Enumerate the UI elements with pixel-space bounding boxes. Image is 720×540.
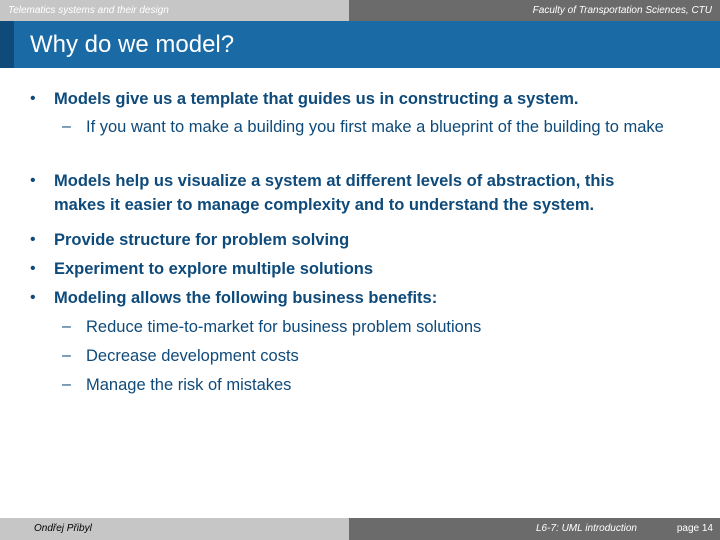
- slide-title: Why do we model?: [30, 31, 235, 58]
- faculty-name: Faculty of Transportation Sciences, CTU: [349, 0, 720, 21]
- bullet-text: Provide structure for problem solving: [54, 231, 350, 249]
- bullet-icon: •: [30, 289, 36, 306]
- sub-item-text: Decrease development costs: [86, 347, 299, 365]
- sub-item-text: Reduce time-to-market for business problem solutions: [86, 318, 482, 336]
- bullet-text: Models help us visualize a system at different levels of abstraction, this makes it easier to manage complexity and to understand the system.: [54, 172, 615, 214]
- dash-icon: –: [62, 118, 71, 135]
- dash-icon: –: [62, 347, 71, 364]
- title-band: [0, 21, 720, 68]
- bullet-text: Modeling allows the following business benefits:: [54, 289, 438, 307]
- bullet-icon: •: [30, 172, 36, 189]
- page-number: page 14: [676, 523, 713, 534]
- course-name: Telematics systems and their design: [0, 0, 349, 21]
- sub-item-text: Manage the risk of mistakes: [86, 376, 292, 394]
- bullet-text: Models give us a template that guides us in constructing a system.: [54, 90, 579, 108]
- lecture-name: L6-7: UML introduction: [536, 523, 637, 534]
- author-name: Ondřej Přibyl: [0, 518, 349, 540]
- dash-icon: –: [62, 318, 71, 335]
- header-bar: [0, 0, 720, 21]
- sub-item-text: If you want to make a building you first make a blueprint of the building to make: [86, 118, 664, 136]
- footer-bar: [0, 518, 720, 540]
- bullet-icon: •: [30, 90, 36, 107]
- footer-right-panel: [349, 518, 720, 540]
- bullet-icon: •: [30, 231, 36, 248]
- title-accent-stripe: [0, 21, 14, 68]
- bullet-text: Experiment to explore multiple solutions: [54, 260, 374, 278]
- dash-icon: –: [62, 376, 71, 393]
- bullet-icon: •: [30, 260, 36, 277]
